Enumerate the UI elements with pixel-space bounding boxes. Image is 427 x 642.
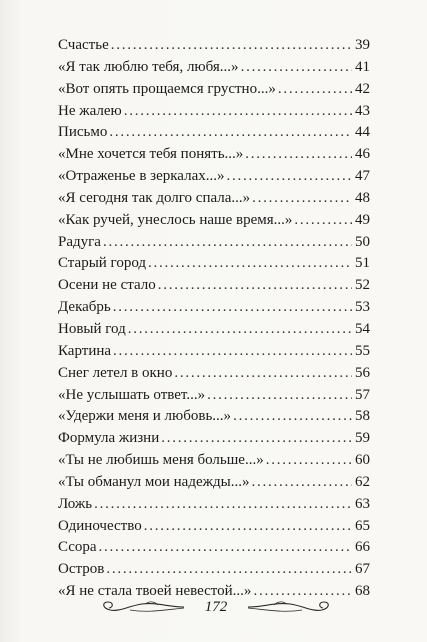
- toc-entry-title: «Я сегодня так долго спала...»: [58, 189, 251, 206]
- dot-leader: [113, 341, 352, 363]
- dot-leader: [94, 494, 352, 516]
- toc-entry: [58, 253, 370, 275]
- dot-leader: [148, 253, 352, 275]
- dot-leader: [278, 79, 352, 101]
- toc-entry-title: «Не услышать ответ...»: [58, 386, 206, 403]
- toc-entry-page-number: 65: [355, 517, 370, 534]
- toc-entry-page-number: 63: [355, 495, 370, 512]
- flourish-ornament-right: [246, 598, 334, 616]
- toc-entry-page-number: 41: [355, 58, 370, 75]
- toc-entry: [58, 166, 370, 188]
- toc-entry-page-number: 58: [355, 408, 370, 425]
- toc-entry-title: Картина: [58, 342, 112, 359]
- toc-entry-title: «Я не стала твоей невестой...»: [58, 583, 252, 600]
- dot-leader: [111, 35, 352, 57]
- toc-entry: [58, 188, 370, 210]
- toc-entry-title: Одиночество: [58, 517, 142, 534]
- toc-entry-page-number: 53: [355, 299, 370, 316]
- toc-entry-page-number: 52: [355, 277, 370, 294]
- dot-leader: [106, 559, 352, 581]
- toc-entry: [58, 537, 370, 559]
- toc-entry: [58, 144, 370, 166]
- toc-entry: [58, 385, 370, 407]
- table-of-contents: [58, 35, 370, 603]
- toc-entry-page-number: 56: [355, 364, 370, 381]
- toc-entry-page-number: 57: [355, 386, 370, 403]
- toc-entry-title: «Удержи меня и любовь...»: [58, 408, 232, 425]
- toc-entry-title: Письмо: [58, 124, 108, 141]
- toc-entry-title: «Как ручей, унеслось наше время...»: [58, 211, 293, 228]
- toc-entry: [58, 428, 370, 450]
- toc-entry-page-number: 43: [355, 102, 370, 119]
- dot-leader: [227, 166, 353, 188]
- toc-entry: [58, 232, 370, 254]
- toc-entry: [58, 122, 370, 144]
- toc-entry: [58, 275, 370, 297]
- dot-leader: [294, 210, 352, 232]
- toc-entry-page-number: 44: [355, 124, 370, 141]
- dot-leader: [128, 319, 352, 341]
- toc-entry-title: «Я так люблю тебя, любя...»: [58, 58, 239, 75]
- dot-leader: [251, 472, 352, 494]
- dot-leader: [109, 122, 352, 144]
- dot-leader: [113, 297, 352, 319]
- dot-leader: [207, 385, 352, 407]
- toc-entry: [58, 35, 370, 57]
- toc-entry-title: «Ты не любишь меня больше...»: [58, 452, 264, 469]
- toc-entry-page-number: 54: [355, 320, 370, 337]
- toc-entry-title: Осени не стало: [58, 277, 156, 294]
- toc-entry-page-number: 55: [355, 342, 370, 359]
- toc-entry-title: Ссора: [58, 539, 97, 556]
- toc-entry-page-number: 50: [355, 233, 370, 250]
- dot-leader: [245, 144, 352, 166]
- toc-entry: [58, 79, 370, 101]
- toc-entry: [58, 406, 370, 428]
- dot-leader: [161, 428, 352, 450]
- dot-leader: [144, 516, 352, 538]
- toc-entry-page-number: 67: [355, 561, 370, 578]
- dot-leader: [266, 450, 352, 472]
- toc-entry-title: Остров: [58, 561, 105, 578]
- toc-entry-title: «Мне хочется тебя понять...»: [58, 146, 244, 163]
- toc-entry: [58, 101, 370, 123]
- toc-entry-title: Счастье: [58, 37, 109, 53]
- toc-entry: [58, 57, 370, 79]
- dot-leader: [124, 101, 352, 123]
- toc-entry-title: «Вот опять прощаемся грустно...»: [58, 80, 276, 97]
- toc-entry-page-number: 66: [355, 539, 370, 556]
- toc-entry-page-number: 62: [355, 473, 370, 490]
- toc-entry: [58, 516, 370, 538]
- toc-entry-page-number: 59: [355, 430, 370, 447]
- toc-entry: [58, 450, 370, 472]
- toc-entry-page-number: 46: [355, 146, 370, 163]
- toc-entry-title: Формула жизни: [58, 430, 160, 447]
- toc-entry-title: Декабрь: [58, 299, 111, 316]
- toc-entry-title: «Отраженье в зеркалах...»: [58, 168, 225, 185]
- toc-entry: [58, 363, 370, 385]
- dot-leader: [158, 275, 352, 297]
- toc-entry-page-number: 68: [355, 583, 370, 600]
- dot-leader: [103, 232, 352, 254]
- toc-entry-page-number: 51: [355, 255, 370, 272]
- toc-entry: [58, 210, 370, 232]
- toc-entry: [58, 297, 370, 319]
- dot-leader: [252, 188, 352, 210]
- toc-entry-title: «Ты обманул мои надежды...»: [58, 473, 250, 490]
- toc-entry-title: Не жалею: [58, 102, 122, 119]
- toc-entry: [58, 341, 370, 363]
- toc-entry-title: Ложь: [58, 495, 93, 512]
- toc-entry: [58, 559, 370, 581]
- dot-leader: [99, 537, 352, 559]
- dot-leader: [174, 363, 352, 385]
- dot-leader: [233, 406, 352, 428]
- toc-entry-title: Снег летел в окно: [58, 364, 173, 381]
- toc-entry-title: Радуга: [58, 233, 101, 250]
- toc-entry-page-number: 60: [355, 452, 370, 469]
- toc-entry: [58, 472, 370, 494]
- toc-entry-title: Старый город: [58, 255, 147, 272]
- toc-entry-page-number: 42: [355, 80, 370, 97]
- dot-leader: [241, 57, 352, 79]
- toc-entry-page-number: 48: [355, 189, 370, 206]
- toc-entry: [58, 319, 370, 341]
- toc-entry-page-number: 39: [355, 37, 370, 53]
- toc-entry-page-number: 49: [355, 211, 370, 228]
- page-footer: [98, 596, 334, 620]
- toc-entry-page-number: 47: [355, 168, 370, 185]
- toc-entry: [58, 494, 370, 516]
- toc-entry-title: Новый год: [58, 320, 126, 337]
- page-number: 172: [204, 599, 228, 615]
